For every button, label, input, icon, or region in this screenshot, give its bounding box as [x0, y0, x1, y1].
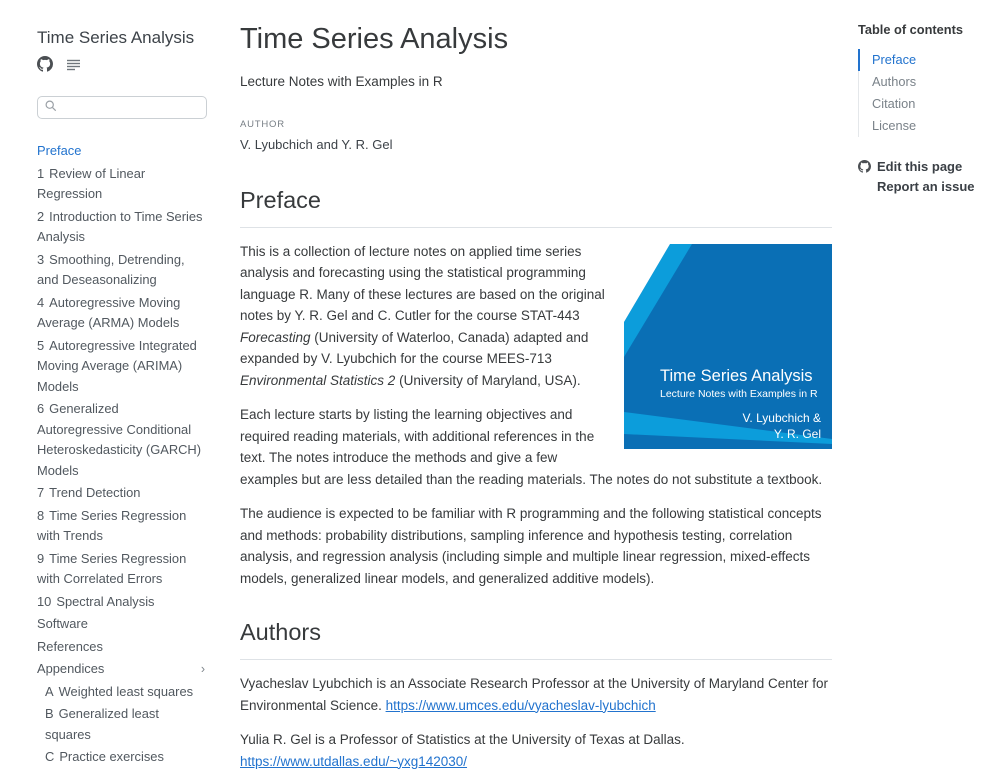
chapter-number: 1: [37, 166, 44, 181]
sidebar-item-time-series-regression-with-correlated-errors[interactable]: 9 Time Series Regression with Correlated Errors: [37, 549, 207, 590]
chapter-number: A: [45, 684, 54, 699]
toc-item-preface[interactable]: Preface: [858, 49, 1000, 71]
page-title: Time Series Analysis: [240, 20, 832, 58]
author-bio-1: Vyacheslav Lyubchich is an Associate Research Professor at the University of Maryland Center for Environmental Science. https://www.umces.edu/vyacheslav-lyubchich: [240, 673, 832, 716]
preface-section: [240, 241, 832, 590]
search-box[interactable]: [37, 96, 207, 119]
sidebar-item-software[interactable]: Software: [37, 614, 207, 635]
cover-author-line2: Y. R. Gel: [774, 427, 821, 441]
sidebar-item-practice-exercises[interactable]: C Practice exercises: [37, 747, 207, 768]
sidebar-item-weighted-least-squares[interactable]: A Weighted least squares: [37, 682, 207, 703]
author-label: AUTHOR: [240, 119, 832, 130]
cover-subtitle: Lecture Notes with Examples in R: [660, 388, 818, 400]
chapter-number: 6: [37, 401, 44, 416]
sidebar-item-preface[interactable]: Preface: [37, 141, 207, 162]
sidebar-item-generalized-least-squares[interactable]: B Generalized least squares: [37, 704, 207, 745]
chapter-number: 3: [37, 252, 44, 267]
sidebar-nav: [37, 141, 207, 768]
sidebar-item-spectral-analysis[interactable]: 10 Spectral Analysis: [37, 592, 207, 613]
chapter-number: 10: [37, 594, 51, 609]
sidebar-item-smoothing-detrending-and-deseasonalizing[interactable]: 3 Smoothing, Detrending, and Deseasonalizing: [37, 250, 207, 291]
github-icon[interactable]: [37, 56, 53, 72]
sidebar-item-appendices[interactable]: Appendices ›: [37, 659, 207, 680]
list-icon[interactable]: [66, 58, 81, 71]
sidebar-item-generalized-autoregressive-conditional-heteroskedasticity-garch-models[interactable]: 6 Generalized Autoregressive Conditional Heteroskedasticity (GARCH) Models: [37, 399, 207, 481]
sidebar-item-references[interactable]: References: [37, 637, 207, 658]
sidebar-item-time-series-regression-with-trends[interactable]: 8 Time Series Regression with Trends: [37, 506, 207, 547]
preface-heading: Preface: [240, 187, 832, 228]
toc-item-license[interactable]: License: [859, 115, 1000, 137]
preface-paragraph-1: Time Series Analysis Lecture Notes with Examples in R V. Lyubchich & Y. R. Gel This is a collection of lecture notes on applied time series analysis and forecasting using the statistical programming language R. Many of these lectures are based on the original notes by Y. R. Gel and C. Cutler for the course STAT-443 Forecasting (University of Waterloo, Canada) adapted and expanded by V. Lyubchich for the course MEES-713 Environmental Statistics 2 (University of Maryland, USA).: [240, 241, 832, 392]
preface-paragraph-2: Each lecture starts by listing the learning objectives and required reading materials, with additional references in the text. The notes introduce the methods and give a few examples but are less detailed than the reading materials. The notes do not substitute a textbook.: [240, 404, 832, 490]
sidebar-item-introduction-to-time-series-analysis[interactable]: 2 Introduction to Time Series Analysis: [37, 207, 207, 248]
toc-heading: Table of contents: [858, 22, 1000, 37]
cover-author-line1: V. Lyubchich &: [743, 411, 822, 425]
chapter-number: 5: [37, 338, 44, 353]
chapter-number: 9: [37, 551, 44, 566]
sidebar-item-autoregressive-integrated-moving-average-arima-models[interactable]: 5 Autoregressive Integrated Moving Average (ARIMA) Models: [37, 336, 207, 398]
toc-list: [858, 49, 1000, 137]
page-subtitle: Lecture Notes with Examples in R: [240, 71, 832, 93]
sidebar-item-trend-detection[interactable]: 7 Trend Detection: [37, 483, 207, 504]
chapter-number: 7: [37, 485, 44, 500]
sidebar: [37, 28, 207, 770]
toc-item-authors[interactable]: Authors: [859, 71, 1000, 93]
book-title: Time Series Analysis: [37, 28, 207, 48]
author-1-link[interactable]: https://www.umces.edu/vyacheslav-lyubchich: [386, 698, 656, 713]
chapter-number: 8: [37, 508, 44, 523]
authors-heading: Authors: [240, 619, 832, 660]
chapter-number: 4: [37, 295, 44, 310]
toc-actions: [858, 159, 1000, 194]
github-icon: [858, 160, 871, 173]
cover-title: Time Series Analysis: [660, 367, 813, 385]
book-cover-image: [624, 244, 832, 449]
chevron-right-icon[interactable]: ›: [201, 659, 205, 680]
authors-section: [240, 673, 832, 772]
preface-paragraph-3: The audience is expected to be familiar with R programming and the following statistical concepts and methods: probability distributions, sampling inference and hypothesis testing, correlation analysis, and regression analysis (including simple and multiple linear regression, mixed-effects models, generalized linear models, and generalized additive models).: [240, 503, 832, 589]
sidebar-item-autoregressive-moving-average-arma-models[interactable]: 4 Autoregressive Moving Average (ARMA) Models: [37, 293, 207, 334]
search-input[interactable]: [62, 101, 199, 115]
report-an-issue-link[interactable]: Report an issue: [858, 179, 1000, 194]
toc-panel: [858, 22, 1000, 199]
sidebar-item-review-of-linear-regression[interactable]: 1 Review of Linear Regression: [37, 164, 207, 205]
edit-this-page-link[interactable]: Edit this page: [858, 159, 1000, 174]
toc-item-citation[interactable]: Citation: [859, 93, 1000, 115]
author-bio-2: Yulia R. Gel is a Professor of Statistics at the University of Texas at Dallas. https://www.utdallas.edu/~yxg142030/: [240, 729, 832, 772]
main-content: [240, 20, 832, 772]
author-name: V. Lyubchich and Y. R. Gel: [240, 137, 832, 152]
search-icon: [45, 99, 57, 117]
chapter-number: B: [45, 706, 54, 721]
chapter-number: 2: [37, 209, 44, 224]
author-2-link[interactable]: https://www.utdallas.edu/~yxg142030/: [240, 754, 467, 769]
chapter-number: C: [45, 749, 54, 764]
